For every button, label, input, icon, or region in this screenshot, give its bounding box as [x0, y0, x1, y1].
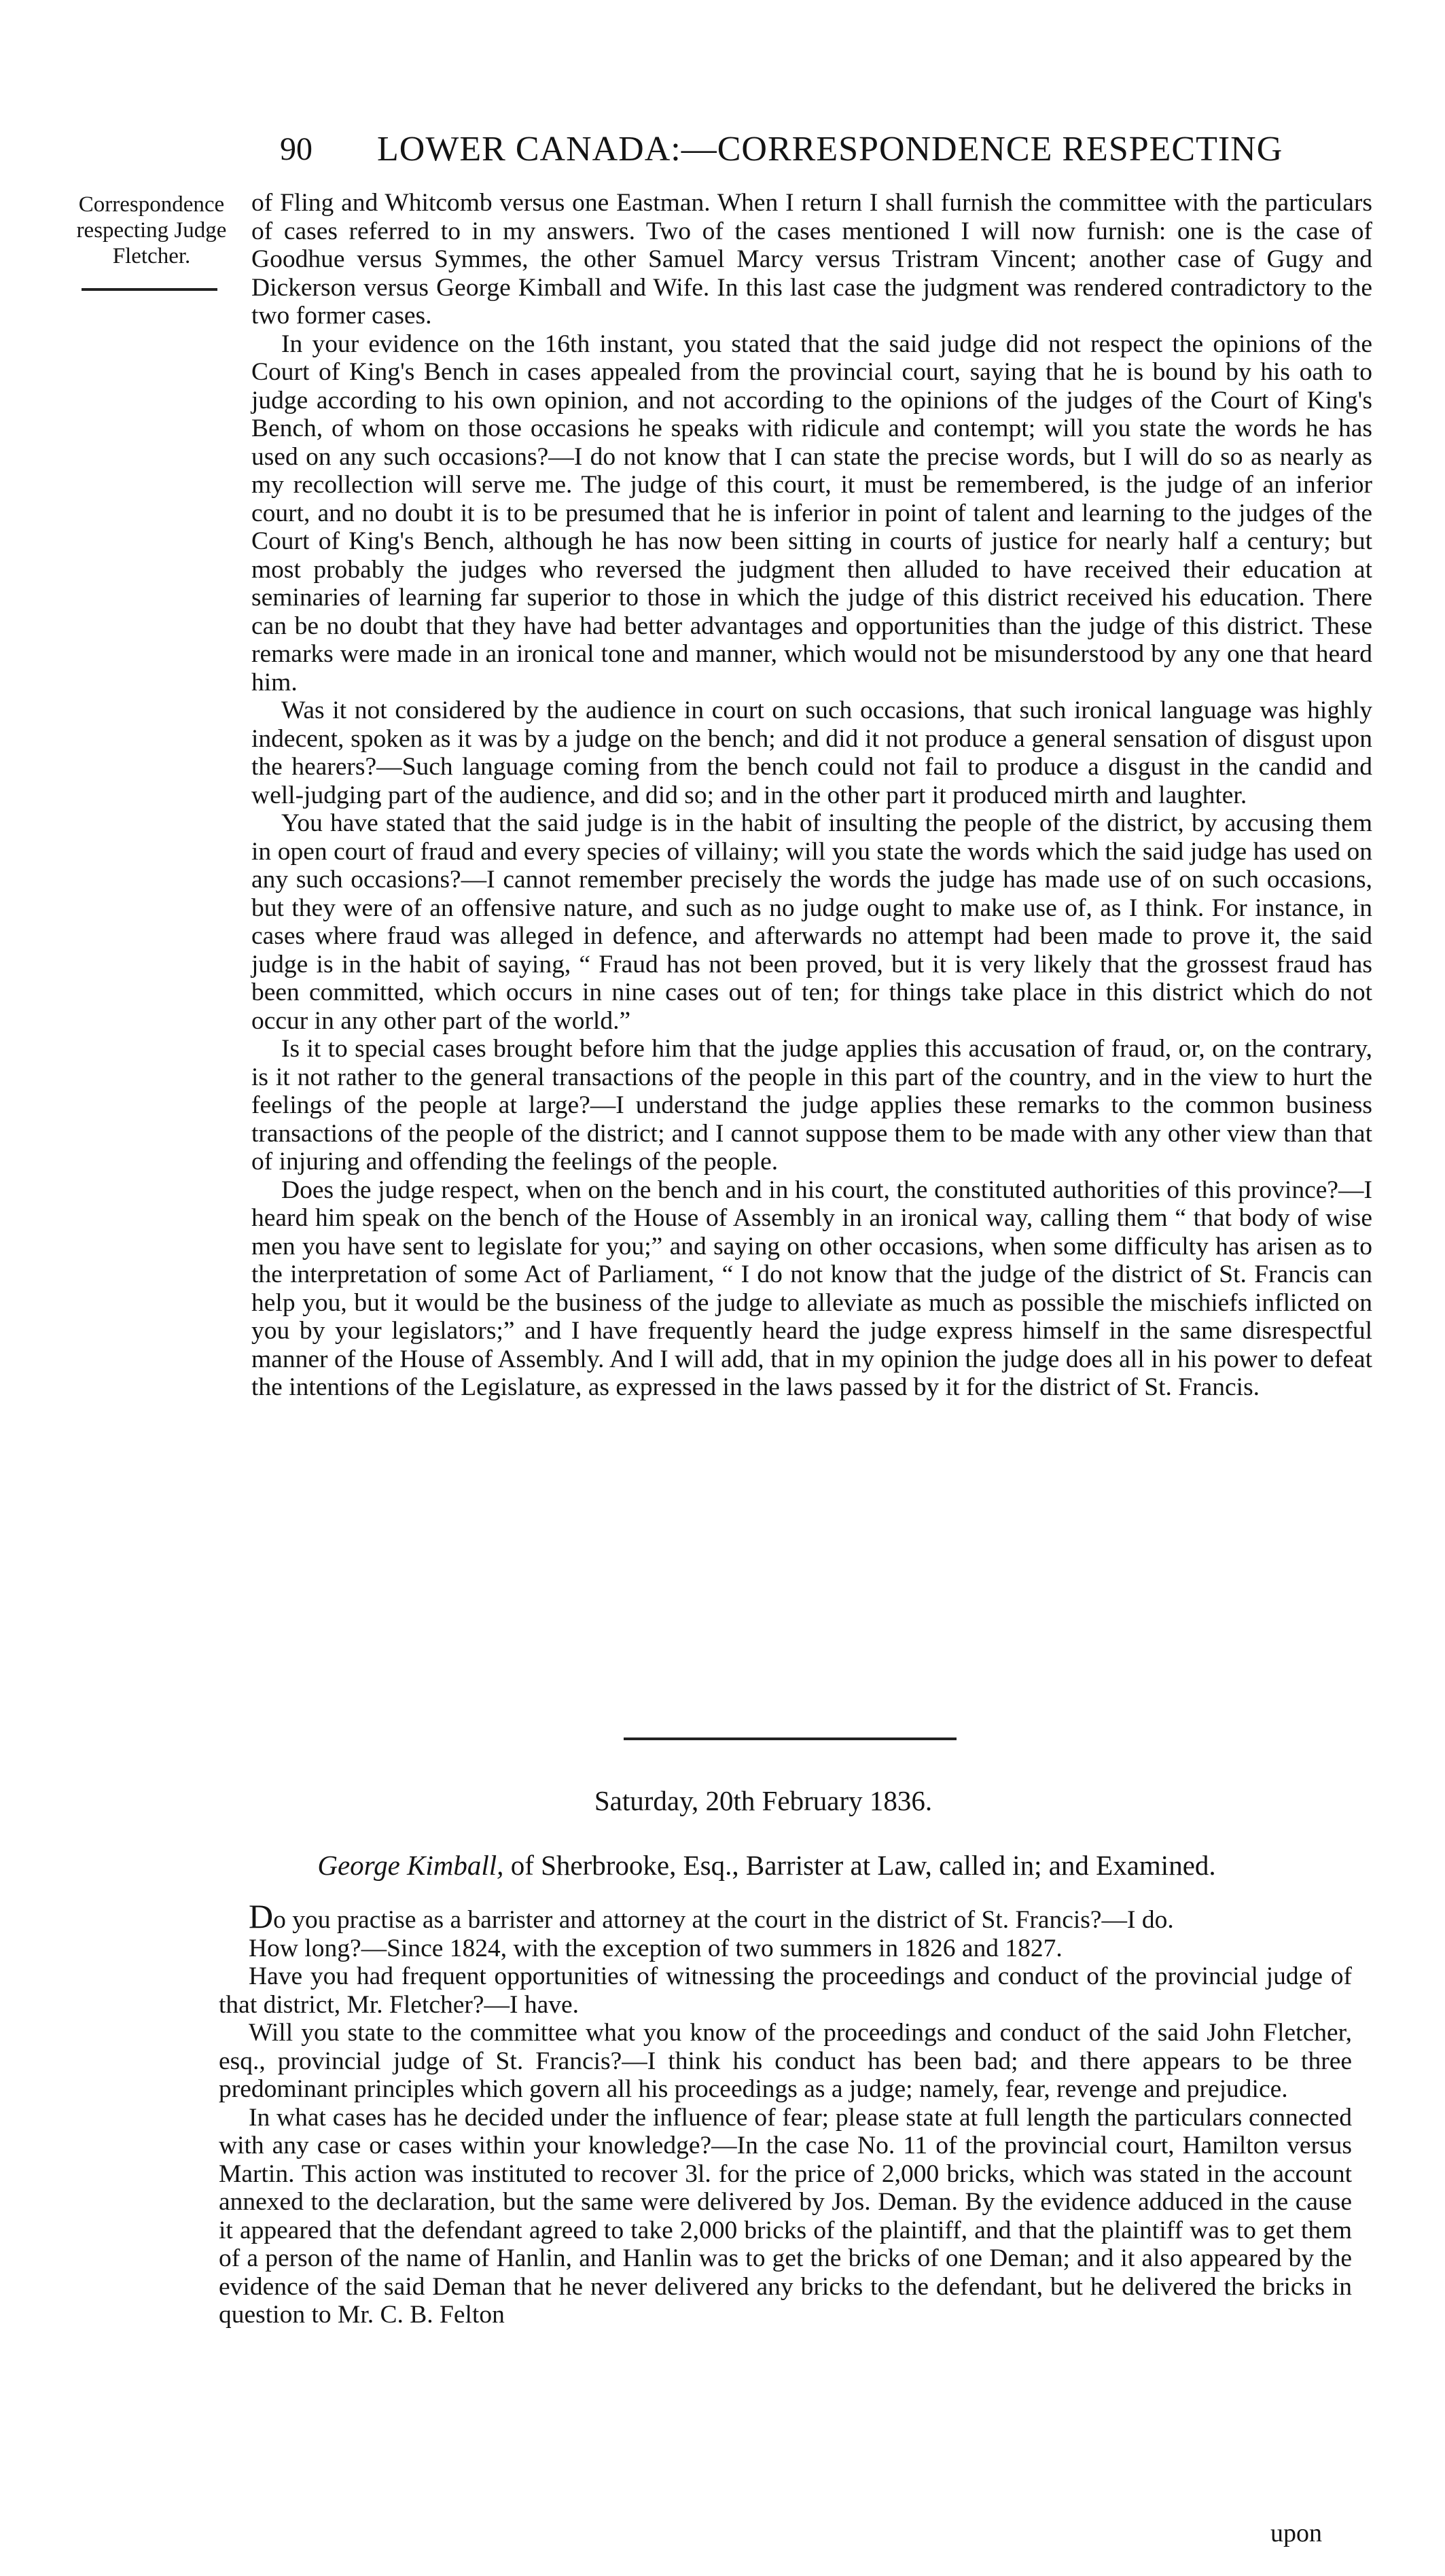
witness-description: of Sherbrooke, Esq., Barrister at Law, called in; and Examined. — [503, 1850, 1216, 1881]
drop-cap: D — [249, 1897, 274, 1935]
paragraph: of Fling and Whitcomb versus one Eastman. When I return I shall furnish the committee with the particulars of cases referred to in my answers. Two of the cases mentioned I will now furnish: one is the case of Goodhue versus Symmes, the other Samuel Marcy versus Tristram Vincent; another case of Gugy and Dickerson versus George Kimball and Wife. In this last case the judgment was rendered contradictory to the two former cases. — [251, 189, 1372, 330]
testimony-paragraph: In what cases has he decided under the influence of fear; please state at full length the particulars connected with any case or cases within your knowledge?—In the case No. 11 of the provincial court, Hamilton versus Martin. This action was instituted to recover 3l. for the price of 2,000 bricks, which was stated in the account annexed to the declaration, but the same were delivered by Jos. Deman. By the evidence adduced in the cause it appeared that the defendant agreed to take 2,000 bricks of the plaintiff, and that the plaintiff was to get them of a person of the name of Hanlin, and Hanlin was to get the bricks of one Deman; and it also appeared by the evidence of the said Deman that he never delivered any bricks to the defendant, but he delivered the bricks in question to Mr. C. B. Felton — [219, 2103, 1352, 2329]
margin-note-rule — [82, 288, 217, 291]
paragraph: Was it not considered by the audience in court on such occasions, that such ironical language was highly indecent, spoken as it was by a judge on the bench; and did it not produce a general sensation of disgust upon the hearers?—Such language coming from the bench could not fail to produce a disgust in the candid and well-judging part of the audience, and did so; and in the other part it produced mirth and laughter. — [251, 696, 1372, 809]
testimony-paragraph: Will you state to the committee what you know of the proceedings and conduct of the said John Fletcher, esq., provincial judge of St. Francis?—I think his conduct has been bad; and there appears to be three predominant principles which govern all his proceedings as a judge; namely, fear, revenge and prejudice. — [219, 2019, 1352, 2103]
testimony-paragraph — [219, 1897, 1352, 1935]
paragraph: You have stated that the said judge is in the habit of insulting the people of the district, by accusing them in open court of fraud and every species of villainy; will you state the words which the said judge has used on any such occasions?—I cannot remember precisely the words the judge has made use of on such occasions, but they were of an offensive nature, and such as no judge ought to make use of, as I think. For instance, in cases where fraud was alleged in defence, and afterwards no attempt had been made to prove it, the said judge is in the habit of saying, “ Fraud has not been proved, but it is very likely that the grossest fraud has been committed, which occurs in nine cases out of ten; for things take place in this district which do not occur in any other part of the world.” — [251, 809, 1372, 1035]
paragraph: In your evidence on the 16th instant, you stated that the said judge did not respect the opinions of the Court of King's Bench in cases appealed from the provincial court, saying that he is bound by his oath to judge according to his own opinion, and not according to the opinions of the judges of the Court of King's Bench, of whom on those occasions he speaks with ridicule and contempt; will you state the words he has used on any such occasions?—I do not know that I can state the precise words, but I will do so as nearly as my recollection will serve me. The judge of this court, it must be remembered, is the judge of an inferior court, and no doubt it is to be presumed that he is inferior in point of talent and learning to the judges of the Court of King's Bench, although he has now been sitting in courts of justice for nearly half a century; but most probably the judges who reversed the judgment then alluded to have received their education at seminaries of learning far superior to those in which the judge of this district received his education. There can be no doubt that they have had better advantages and opportunities than the judge of this district. These remarks were made in an ironical tone and manner, which would not be misunderstood by any one that heard him. — [251, 330, 1372, 696]
paragraph: Does the judge respect, when on the bench and in his court, the constituted authorities of this province?—I heard him speak on the bench of the House of Assembly in an ironical way, calling them “ that body of wise men you have sent to legislate for you;” and saying on other occasions, when some difficulty has arisen as to the interpretation of some Act of Parliament, “ I do not know that the judge of the district of St. Francis can help you, but it would be the business of the judge to alleviate as much as possible the mischiefs inflicted on you by your legislators;” and I have frequently heard the judge express himself in the same disrespectful manner of the House of Assembly. And I will add, that in my opinion the judge does all in his power to defeat the intentions of the Legislature, as expressed in the laws passed by it for the district of St. Francis. — [251, 1176, 1372, 1401]
section-divider — [624, 1737, 957, 1740]
testimony-text: o you practise as a barrister and attorney at the court in the district of St. Francis?—I do. — [273, 1906, 1174, 1934]
testimony-body — [219, 1897, 1352, 2329]
testimony-paragraph: Have you had frequent opportunities of witnessing the proceedings and conduct of the provincial judge of that district, Mr. Fletcher?—I have. — [219, 1962, 1352, 2019]
session-date: Saturday, 20th February 1836. — [594, 1785, 933, 1816]
page-header — [0, 129, 1445, 177]
running-head: LOWER CANADA:—CORRESPONDENCE RESPECTING — [377, 130, 1283, 169]
correspondence-body — [251, 189, 1372, 1402]
testimony-paragraph: How long?—Since 1824, with the exception of two summers in 1826 and 1827. — [249, 1934, 1063, 1962]
witness-heading — [0, 1848, 1445, 1882]
witness-name: George Kimball, — [317, 1850, 504, 1881]
paragraph: Is it to special cases brought before him that the judge applies this accusation of fraud, or, on the contrary, is it not rather to the general transactions of the people in this part of the country, and in the view to hurt the feelings of the people at large?—I understand the judge applies these remarks to the common business transactions of the people of the district; and I cannot suppose them to be made with any other view than that of injuring and offending the feelings of the people. — [251, 1035, 1372, 1176]
catchword: upon — [1270, 2519, 1322, 2547]
margin-note: Correspondence respecting Judge Fletcher. — [76, 192, 227, 268]
page-number: 90 — [280, 131, 313, 167]
